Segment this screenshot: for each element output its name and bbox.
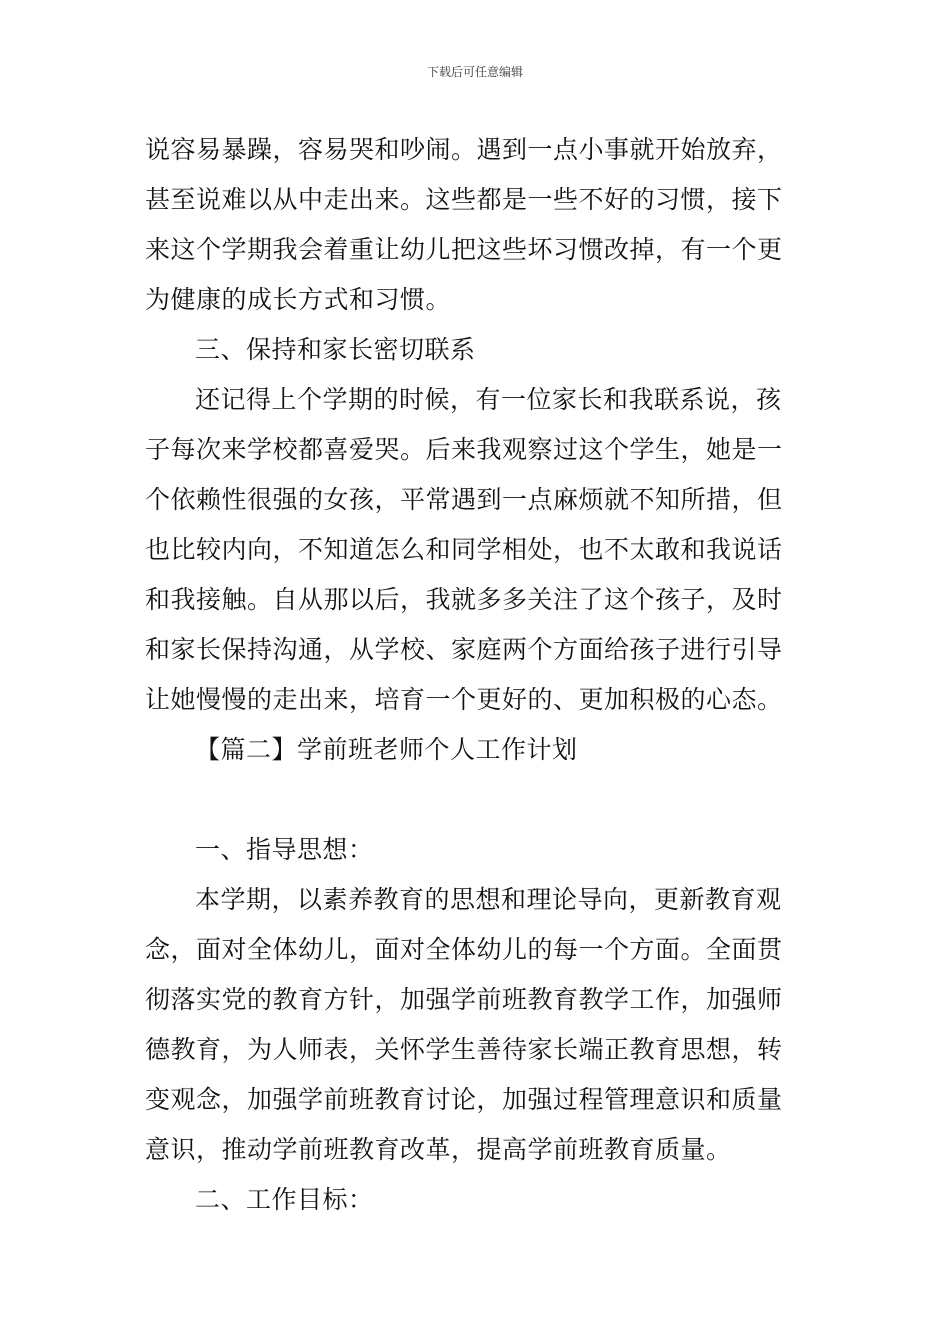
paragraph-line: 为健康的成长方式和习惯。 (145, 285, 452, 314)
section-heading: 一、指导思想： (195, 835, 374, 864)
document-body (145, 125, 807, 1225)
paragraph-line: 变观念，加强学前班教育讨论，加强过程管理意识和质量 (145, 1085, 783, 1114)
paragraph-line: 念，面对全体幼儿，面对全体幼儿的每一个方面。全面贯 (145, 935, 783, 964)
article-title: 【篇二】学前班老师个人工作计划 (195, 735, 578, 764)
paragraph-line: 甚至说难以从中走出来。这些都是一些不好的习惯，接下 (145, 185, 783, 214)
paragraph-line: 说容易暴躁，容易哭和吵闹。遇到一点小事就开始放弃， (145, 135, 783, 164)
paragraph-line: 来这个学期我会着重让幼儿把这些坏习惯改掉，有一个更 (145, 235, 783, 264)
paragraph-line: 意识，推动学前班教育改革，提高学前班教育质量。 (145, 1135, 732, 1164)
paragraph-line: 个依赖性很强的女孩，平常遇到一点麻烦就不知所措，但 (145, 485, 783, 514)
paragraph-line: 德教育，为人师表，关怀学生善待家长端正教育思想，转 (145, 1035, 783, 1064)
paragraph-line: 和家长保持沟通，从学校、家庭两个方面给孩子进行引导 (145, 635, 783, 664)
section-heading: 三、保持和家长密切联系 (195, 335, 476, 364)
paragraph-line: 还记得上个学期的时候，有一位家长和我联系说，孩 (195, 385, 782, 414)
paragraph-line: 也比较内向，不知道怎么和同学相处，也不太敢和我说话 (145, 535, 783, 564)
paragraph-line: 本学期，以素养教育的思想和理论导向，更新教育观 (195, 885, 782, 914)
section-heading: 二、工作目标： (195, 1185, 374, 1214)
paragraph-line: 彻落实党的教育方针，加强学前班教育教学工作，加强师 (145, 985, 783, 1014)
paragraph-line: 子每次来学校都喜爱哭。后来我观察过这个学生，她是一 (145, 435, 783, 464)
blank-line (145, 775, 807, 825)
page-header-note: 下载后可任意编辑 (426, 65, 523, 79)
paragraph-line: 和我接触。自从那以后，我就多多关注了这个孩子，及时 (145, 585, 783, 614)
paragraph-line: 让她慢慢的走出来，培育一个更好的、更加积极的心态。 (145, 685, 783, 714)
